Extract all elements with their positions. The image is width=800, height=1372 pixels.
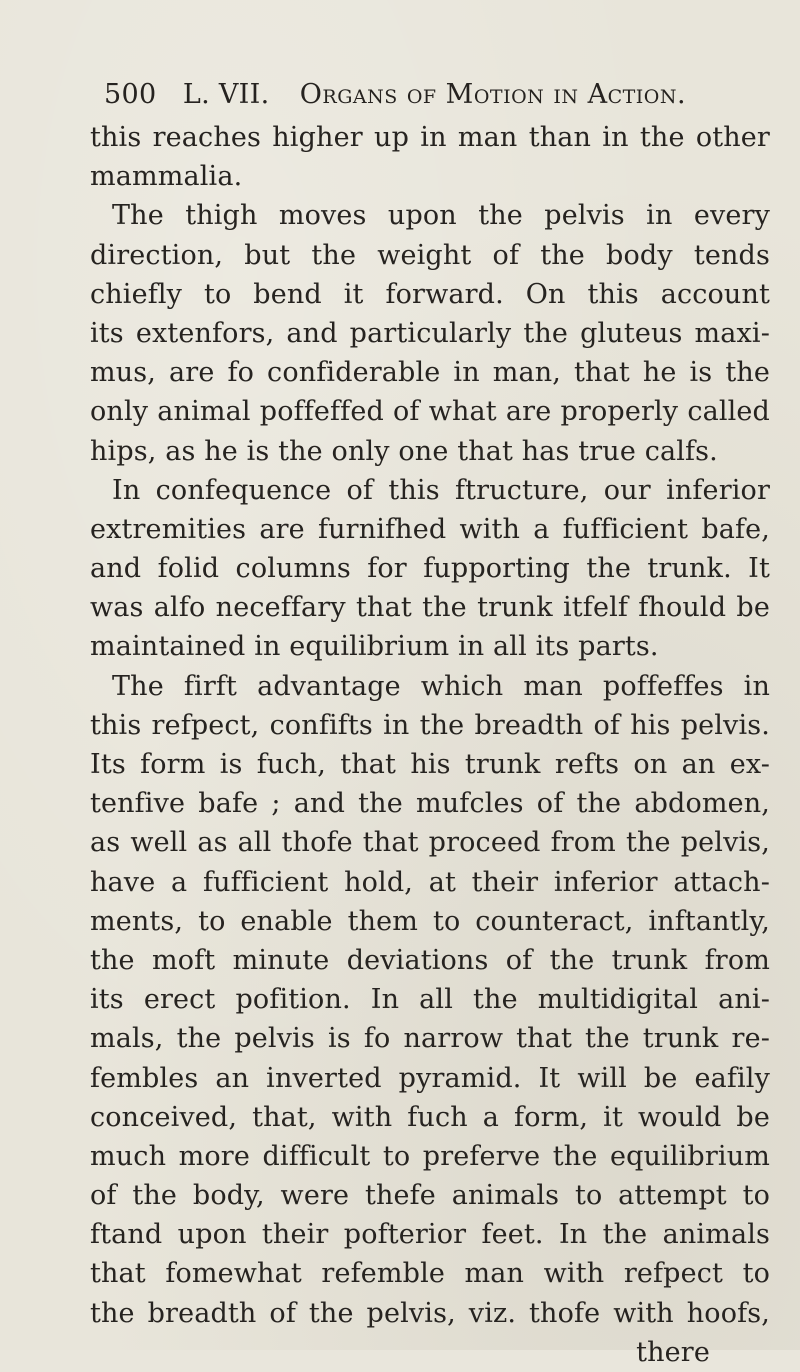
text-line: mus, are fo confiderable in man, that he is the — [90, 357, 770, 389]
running-title: Organs of Motion in Action. — [299, 79, 687, 110]
text-line: hips, as he is the only one that has true calfs. — [90, 435, 718, 467]
text-line: fembles an inverted pyramid. It will be eafily — [90, 1062, 770, 1094]
text-line: this reaches higher up in man than in the other — [90, 122, 770, 153]
catchword: there — [636, 1336, 710, 1368]
text-line: tenfive bafe ; and the mufcles of the abdomen, — [90, 788, 770, 820]
text-line: In confequence of this ftructure, our inferior — [112, 474, 770, 506]
text-line: ftand upon their pofterior feet. In the animals — [90, 1219, 770, 1251]
text-line: of the body, were thefe animals to attempt to — [90, 1180, 770, 1212]
text-line: only animal poffeffed of what are properly called — [90, 396, 770, 428]
running-head — [104, 76, 724, 114]
text-line: Its form is fuch, that his trunk refts on an ex- — [90, 749, 770, 780]
text-line: The firft advantage which man poffeffes in — [112, 670, 770, 702]
text-line: extremities are furnifhed with a fufficient bafe, — [90, 513, 770, 545]
text-line: and folid columns for fupporting the trunk. It — [90, 553, 770, 585]
text-line: conceived, that, with fuch a form, it would be — [90, 1101, 770, 1133]
text-line: mals, the pelvis is fo narrow that the trunk re- — [90, 1023, 770, 1055]
text-line: ments, to enable them to counteract, inftantly, — [90, 905, 770, 937]
text-line: as well as all thofe that proceed from the pelvis, — [90, 827, 770, 859]
text-line: chiefly to bend it forward. On this account — [90, 278, 770, 310]
chapter-number: L. VII. — [182, 79, 270, 110]
text-line: its erect pofition. In all the multidigital ani- — [90, 984, 770, 1016]
text-line: have a fufficient hold, at their inferior attach- — [90, 866, 770, 898]
text-line: The thigh moves upon the pelvis in every — [112, 200, 770, 232]
text-line: the moft minute deviations of the trunk from — [90, 944, 770, 976]
text-line: direction, but the weight of the body tends — [90, 239, 770, 271]
text-line: this refpect, confifts in the breadth of his pelvis. — [90, 709, 770, 741]
text-line: was alfo neceffary that the trunk itfelf fhould be — [90, 592, 770, 624]
text-line: much more difficult to preferve the equilibrium — [90, 1140, 770, 1172]
text-line: that fomewhat refemble man with refpect to — [90, 1258, 770, 1290]
text-line: the breadth of the pelvis, viz. thofe with hoofs, — [90, 1297, 770, 1329]
text-line: maintained in equilibrium in all its parts. — [90, 631, 659, 663]
body-text — [90, 118, 770, 1372]
text-line: mammalia. — [90, 161, 243, 193]
page-number: 500 — [104, 79, 157, 110]
text-line: its extenfors, and particularly the gluteus maxi- — [90, 317, 770, 349]
